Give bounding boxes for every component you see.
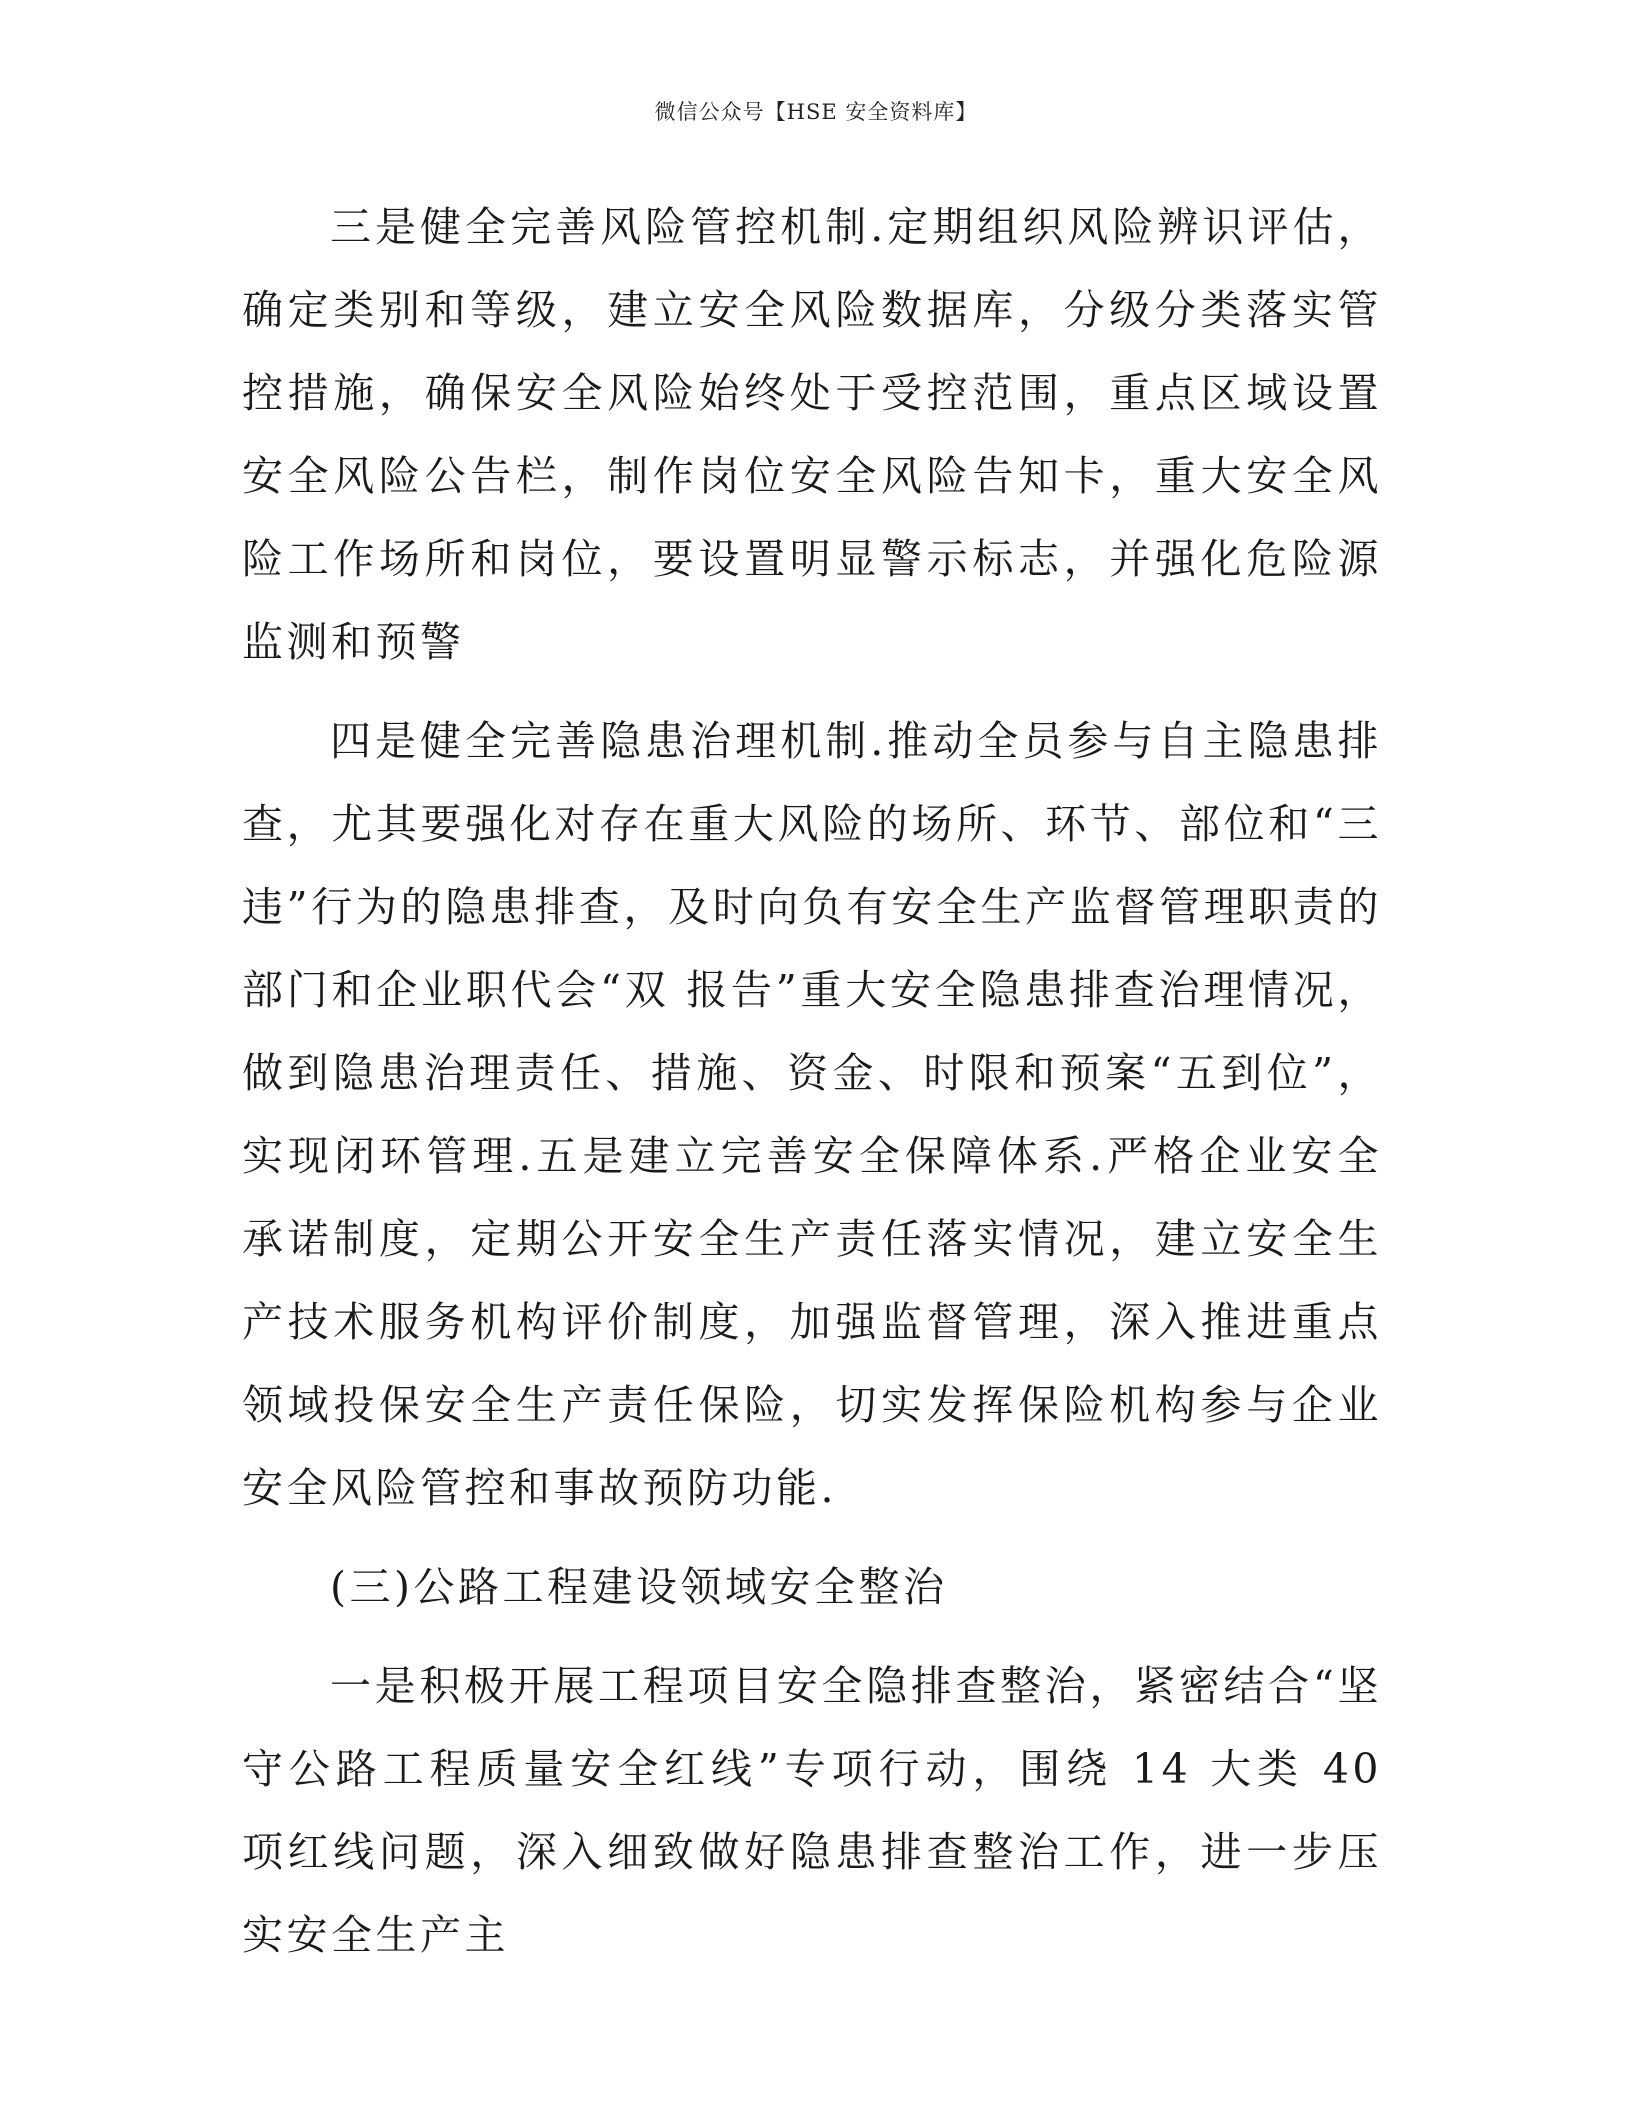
paragraph-highway-inspection: 一是积极开展工程项目安全隐排查整治，紧密结合“坚守公路工程质量安全红线”专项行动，围绕 14 大类 40 项红线问题，深入细致做好隐患排查整治工作，进一步压实安全生产主 (242, 1662, 1382, 1959)
section-heading-highway: (三)公路工程建设领域安全整治 (330, 1563, 948, 1611)
paragraph-hazard-governance: 四是健全完善隐患治理机制.推动全员参与自主隐患排查，尤其要强化对存在重大风险的场所、环节、部位和“三违”行为的隐患排查，及时向负有安全生产监督管理职责的部门和企业职代会“双 报告”重大安全隐患排查治理情况，做到隐患治理责任、措施、资金、时限和预案“五到位”，实现闭环管理.五是建立完善安全保障体系.严格企业安全承诺制度，定期公开安全生产责任落实情况，建立安全生产技术服务机构评价制度，加强监督管理，深入推进重点领域投保安全生产责任保险，切实发挥保险机构参与企业安全风险管控和事故预防功能. (242, 717, 1382, 1512)
document-body (242, 186, 1382, 1977)
page-header: 微信公众号【HSE 安全资料库】 (654, 100, 978, 124)
paragraph-risk-control: 三是健全完善风险管控机制.定期组织风险辨识评估，确定类别和等级，建立安全风险数据库，分级分类落实管控措施，确保安全风险始终处于受控范围，重点区域设置安全风险公告栏，制作岗位安全风险告知卡，重大安全风险工作场所和岗位，要设置明显警示标志，并强化危险源监测和预警 (242, 203, 1382, 666)
